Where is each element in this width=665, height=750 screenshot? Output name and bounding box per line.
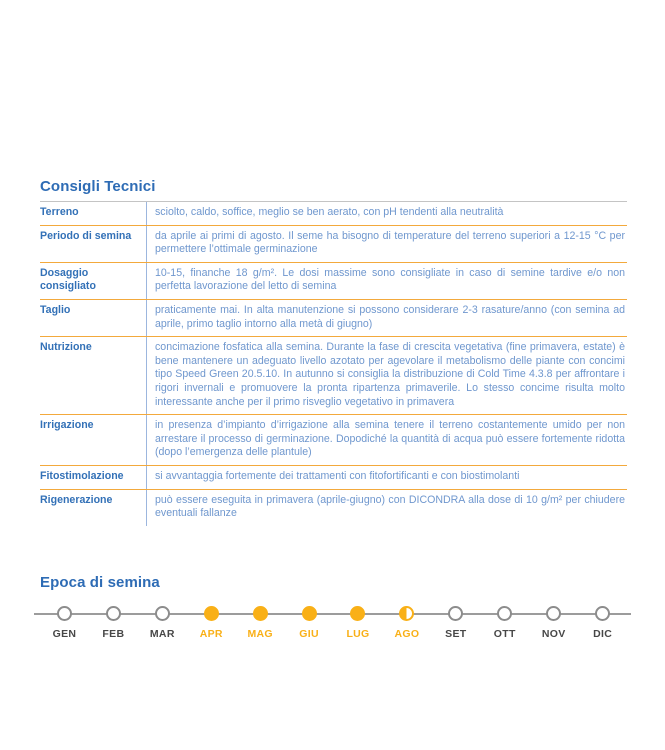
month-dot-icon: [302, 606, 317, 621]
table-row: [40, 262, 627, 299]
month-label: DIC: [593, 627, 613, 640]
month-dot-icon: [57, 606, 72, 621]
month-label: OTT: [493, 627, 516, 640]
tech-advice-title: Consigli Tecnici: [40, 178, 156, 195]
table-row: [40, 202, 627, 225]
month-dot-icon: [155, 606, 170, 621]
row-text: in presenza d’impianto d’irrigazione alla semina tenere il terreno costantemente umido per non arrestare il processo di germinazione. Dopodiché la quantità di acqua può essere fortemente ridotta (dopo l’emergenza delle plantule): [155, 419, 625, 459]
month-label: AGO: [394, 627, 420, 640]
row-label: Periodo di semina: [40, 226, 147, 262]
sowing-period-title: Epoca di semina: [40, 573, 160, 591]
table-row: [40, 225, 627, 262]
tech-advice-table: [40, 201, 627, 526]
row-text: concimazione fosfatica alla semina. Durante la fase di crescita vegetativa (fine primavera, estate) è bene mantenere un adeguato livello azotato per agevolare il metabolismo delle piante con concimi tipo Speed Green 20.5.10. In autunno si consiglia la distribuzione di Cold Time 4.3.8 per affrontare i rigori invernali e promuovere la pronta ripartenza primaverile. Lo stesso concime risulta molto interessante anche per il primo risveglio vegetativo in primavera: [155, 341, 625, 408]
month-item: [529, 606, 578, 640]
month-dot-icon: [497, 606, 512, 621]
month-dot-icon: [253, 606, 268, 621]
month-item: [382, 606, 431, 640]
months-row: [40, 606, 627, 640]
month-item: [89, 606, 138, 640]
month-item: [138, 606, 187, 640]
table-row: [40, 465, 627, 489]
month-label: GIU: [299, 627, 319, 640]
row-text: si avvantaggia fortemente dei trattamenti con fitofortificanti e con biostimolanti: [155, 469, 520, 482]
row-label: Irrigazione: [40, 415, 147, 465]
month-label: FEB: [102, 627, 125, 640]
month-item: [578, 606, 627, 640]
row-text: può essere eseguita in primavera (aprile-giugno) con DICONDRA alla dose di 10 g/m² per chiudere eventuali fallanze: [155, 493, 625, 520]
month-label: MAG: [247, 627, 273, 640]
month-label: LUG: [346, 627, 370, 640]
month-item: [431, 606, 480, 640]
month-label: SET: [445, 627, 467, 640]
month-item: [334, 606, 383, 640]
row-label: Rigenerazione: [40, 490, 147, 526]
month-dot-icon: [546, 606, 561, 621]
month-item: [40, 606, 89, 640]
month-dot-icon: [595, 606, 610, 621]
table-row: [40, 336, 627, 414]
month-dot-icon: [350, 606, 365, 621]
sowing-timeline: [40, 606, 627, 640]
row-label: Terreno: [40, 202, 147, 225]
row-text: sciolto, caldo, soffice, meglio se ben aerato, con pH tendenti alla neutralità: [155, 206, 504, 218]
month-item: [285, 606, 334, 640]
month-dot-icon: [106, 606, 121, 621]
month-dot-icon: [399, 606, 414, 621]
table-row: [40, 299, 627, 336]
table-row: [40, 489, 627, 526]
month-item: [187, 606, 236, 640]
month-dot-icon: [204, 606, 219, 621]
month-label: GEN: [52, 627, 77, 640]
month-label: MAR: [149, 627, 175, 640]
row-text: 10-15, finanche 18 g/m². Le dosi massime sono consigliate in caso di semine tardive e/o non perfetta lavorazione del letto di semina: [155, 266, 625, 293]
month-label: NOV: [541, 627, 566, 640]
row-text: praticamente mai. In alta manutenzione si possono considerare 2-3 rasature/anno (con semina ad aprile, primo taglio intorno alla metà di giugno): [155, 303, 625, 330]
row-text: da aprile ai primi di agosto. Il seme ha bisogno di temperature del terreno superiori a 12-15 °C per permettere l’ottimale germinazione: [155, 229, 625, 256]
row-label: Taglio: [40, 300, 147, 336]
month-item: [480, 606, 529, 640]
table-row: [40, 414, 627, 465]
row-label: Fitostimolazione: [40, 466, 147, 489]
row-label: Nutrizione: [40, 337, 147, 414]
row-label: Dosaggio consigliato: [40, 263, 147, 299]
month-label: APR: [199, 627, 223, 640]
month-item: [236, 606, 285, 640]
month-dot-icon: [448, 606, 463, 621]
